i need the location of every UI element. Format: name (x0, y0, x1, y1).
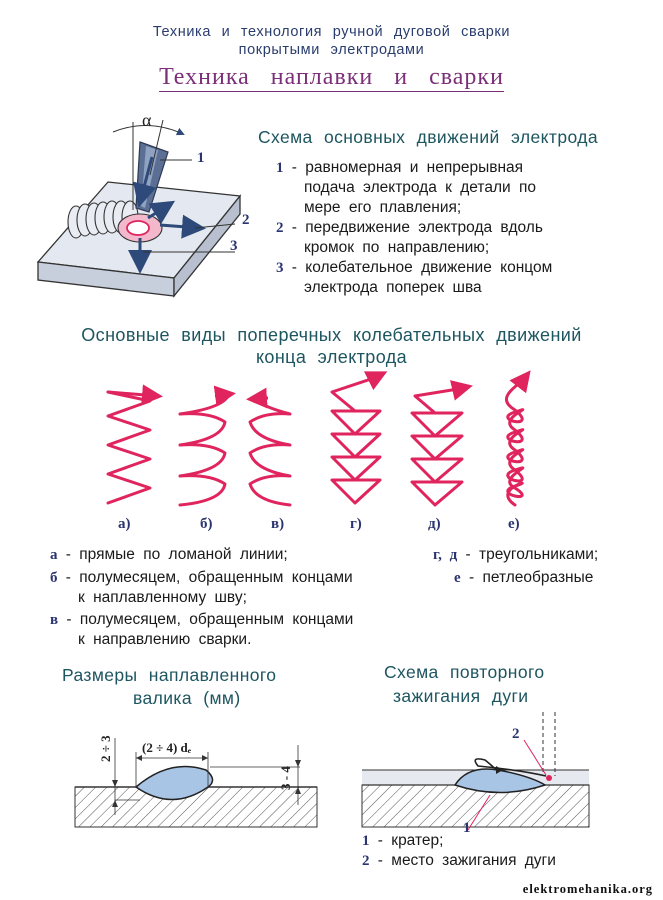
plate-drawing (38, 120, 240, 296)
bead-dim-depth: 2 ÷ 3 (98, 735, 113, 762)
header-line-2: покрытыми электродами (238, 42, 425, 58)
pattern-g (332, 376, 380, 503)
pattern-v (250, 398, 290, 505)
arc-callout-1: 1 (463, 820, 471, 836)
bead-heading-1: Размеры наплавленного (62, 665, 277, 685)
arc-item-1: 1 - кратер; (362, 832, 444, 849)
bead-heading-2: валика (мм) (133, 688, 241, 708)
scheme-heading: Схема основных движений электрода (258, 127, 598, 147)
pattern-a (108, 392, 150, 503)
pattern-label-v: в) (271, 516, 285, 532)
legend-e: е - петлеобразные (454, 569, 594, 586)
callout-2: 2 (242, 212, 250, 228)
legend-v: в - полумесяцем, обращенным концами к направлению сварки. (50, 611, 354, 648)
scheme-list (276, 158, 552, 298)
scheme-item-2: 2 - передвижение электрода вдоль кромок по направлению; (276, 219, 543, 256)
oscillation-patterns (108, 376, 525, 505)
oscillation-heading-1: Основные виды поперечных колебательных движений (81, 325, 582, 345)
oscillation-heading-2: конца электрода (255, 347, 408, 367)
bead-dim-height: 3 - 4 (278, 766, 293, 790)
pattern-label-d: д) (428, 516, 441, 532)
arc-heading-2: зажигания дуги (393, 686, 529, 706)
footer-site: elektromehanika.org (522, 882, 653, 896)
pattern-b (180, 396, 228, 505)
legend-b: б - полумесяцем, обращенным концами к наплавленному шву; (50, 569, 353, 606)
arc-heading-1: Схема повторного (384, 662, 545, 682)
arc-callout-2: 2 (512, 726, 520, 742)
header-line-1: Техника и технология ручной дуговой сварки (152, 24, 511, 40)
pattern-label-e: е) (508, 516, 520, 532)
callout-3: 3 (230, 238, 238, 254)
angle-alpha: α (142, 110, 152, 130)
pattern-label-g: г) (350, 516, 362, 532)
scheme-item-3: 3 - колебательное движение концом электрода поперек шва (276, 259, 553, 296)
legend-gd: г, д - треугольниками; (433, 546, 599, 563)
scheme-item-1: 1 - равномерная и непрерывная подача электрода к детали по мере его плавления; (276, 159, 536, 216)
callout-1: 1 (197, 150, 205, 166)
arc-drawing (362, 712, 589, 830)
legend-a: а - прямые по ломаной линии; (50, 546, 288, 563)
pattern-e (506, 378, 525, 505)
pattern-d (412, 388, 464, 505)
bead-dim-width: (2 ÷ 4) dₑ (142, 740, 192, 755)
pattern-label-b: б) (200, 516, 213, 532)
arc-item-2: 2 - место зажигания дуги (362, 852, 556, 869)
page-title: Техника наплавки и сварки (159, 64, 504, 90)
pattern-label-a: а) (118, 516, 131, 532)
